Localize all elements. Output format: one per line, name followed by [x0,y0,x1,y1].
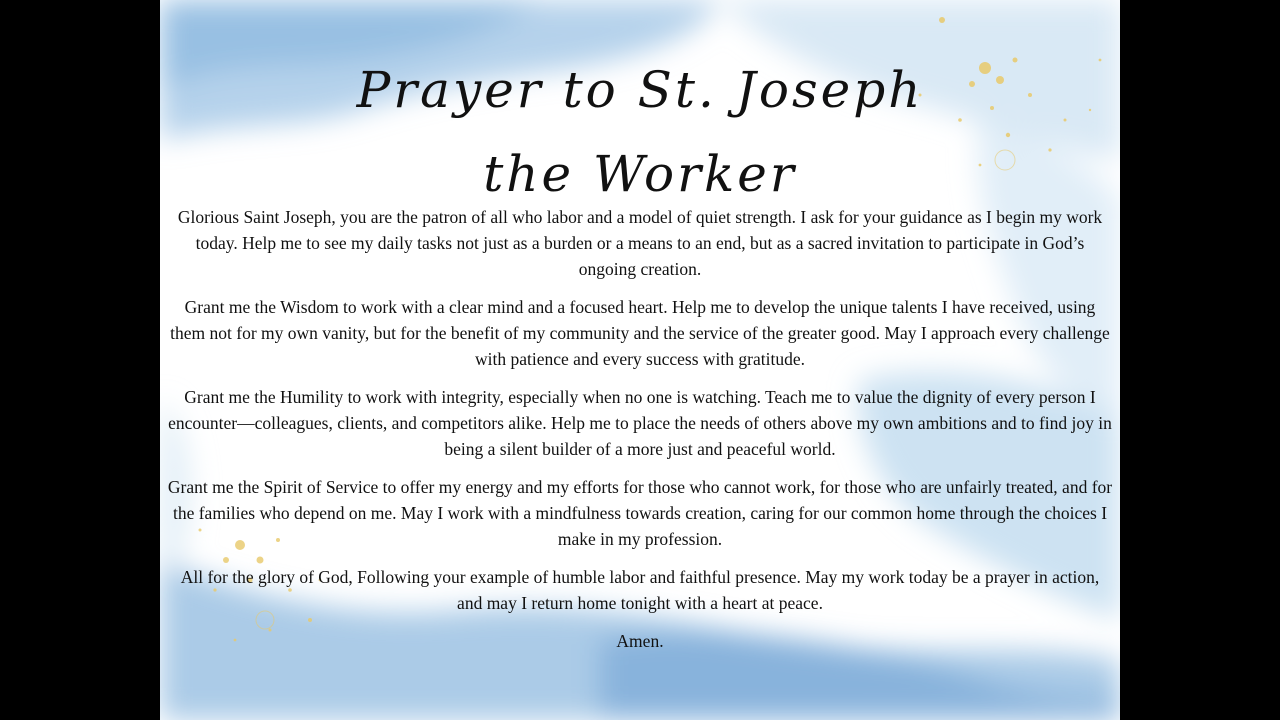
prayer-closing: Amen. [616,631,664,651]
prayer-paragraph: Grant me the Humility to work with integrity, especially when no one is watching. Teach me to value the dignity of every person I encounter—colleagues, clients, and competitors alike. Help me to place the needs of others above my own ambitions and to find joy in being a silent builder of a more just and peaceful world. [168,387,1112,459]
prayer-title [160,48,1120,216]
prayer-paragraph: Grant me the Spirit of Service to offer my energy and my efforts for those who cannot work, for those who are unfairly treated, and for the families who depend on me. May I work with a mindfulness towards creation, caring for our common home through the choices I make in my profession. [167,477,1113,549]
prayer-paragraph: All for the glory of God, Following your example of humble labor and faithful presence. May my work today be a prayer in action, and may I return home tonight with a heart at peace. [180,567,1100,613]
prayer-paragraph: Glorious Saint Joseph, you are the patron of all who labor and a model of quiet strength. I ask for your guidance as I begin my work today. Help me to see my daily tasks not just as a burden or a means to an end, but as a sacred invitation to participate in God’s ongoing creation. [177,207,1103,279]
prayer-body [166,204,1114,666]
prayer-paragraph: Grant me the Wisdom to work with a clear mind and a focused heart. Help me to develop the unique talents I have received, using them not for my own vanity, but for the benefit of my community and the service of the greater good. May I approach every challenge with patience and every success with gratitude. [170,297,1110,369]
title-line-1: Prayer to St. Joseph [356,61,924,119]
prayer-card [160,0,1120,720]
title-line-2: the Worker [483,145,797,203]
